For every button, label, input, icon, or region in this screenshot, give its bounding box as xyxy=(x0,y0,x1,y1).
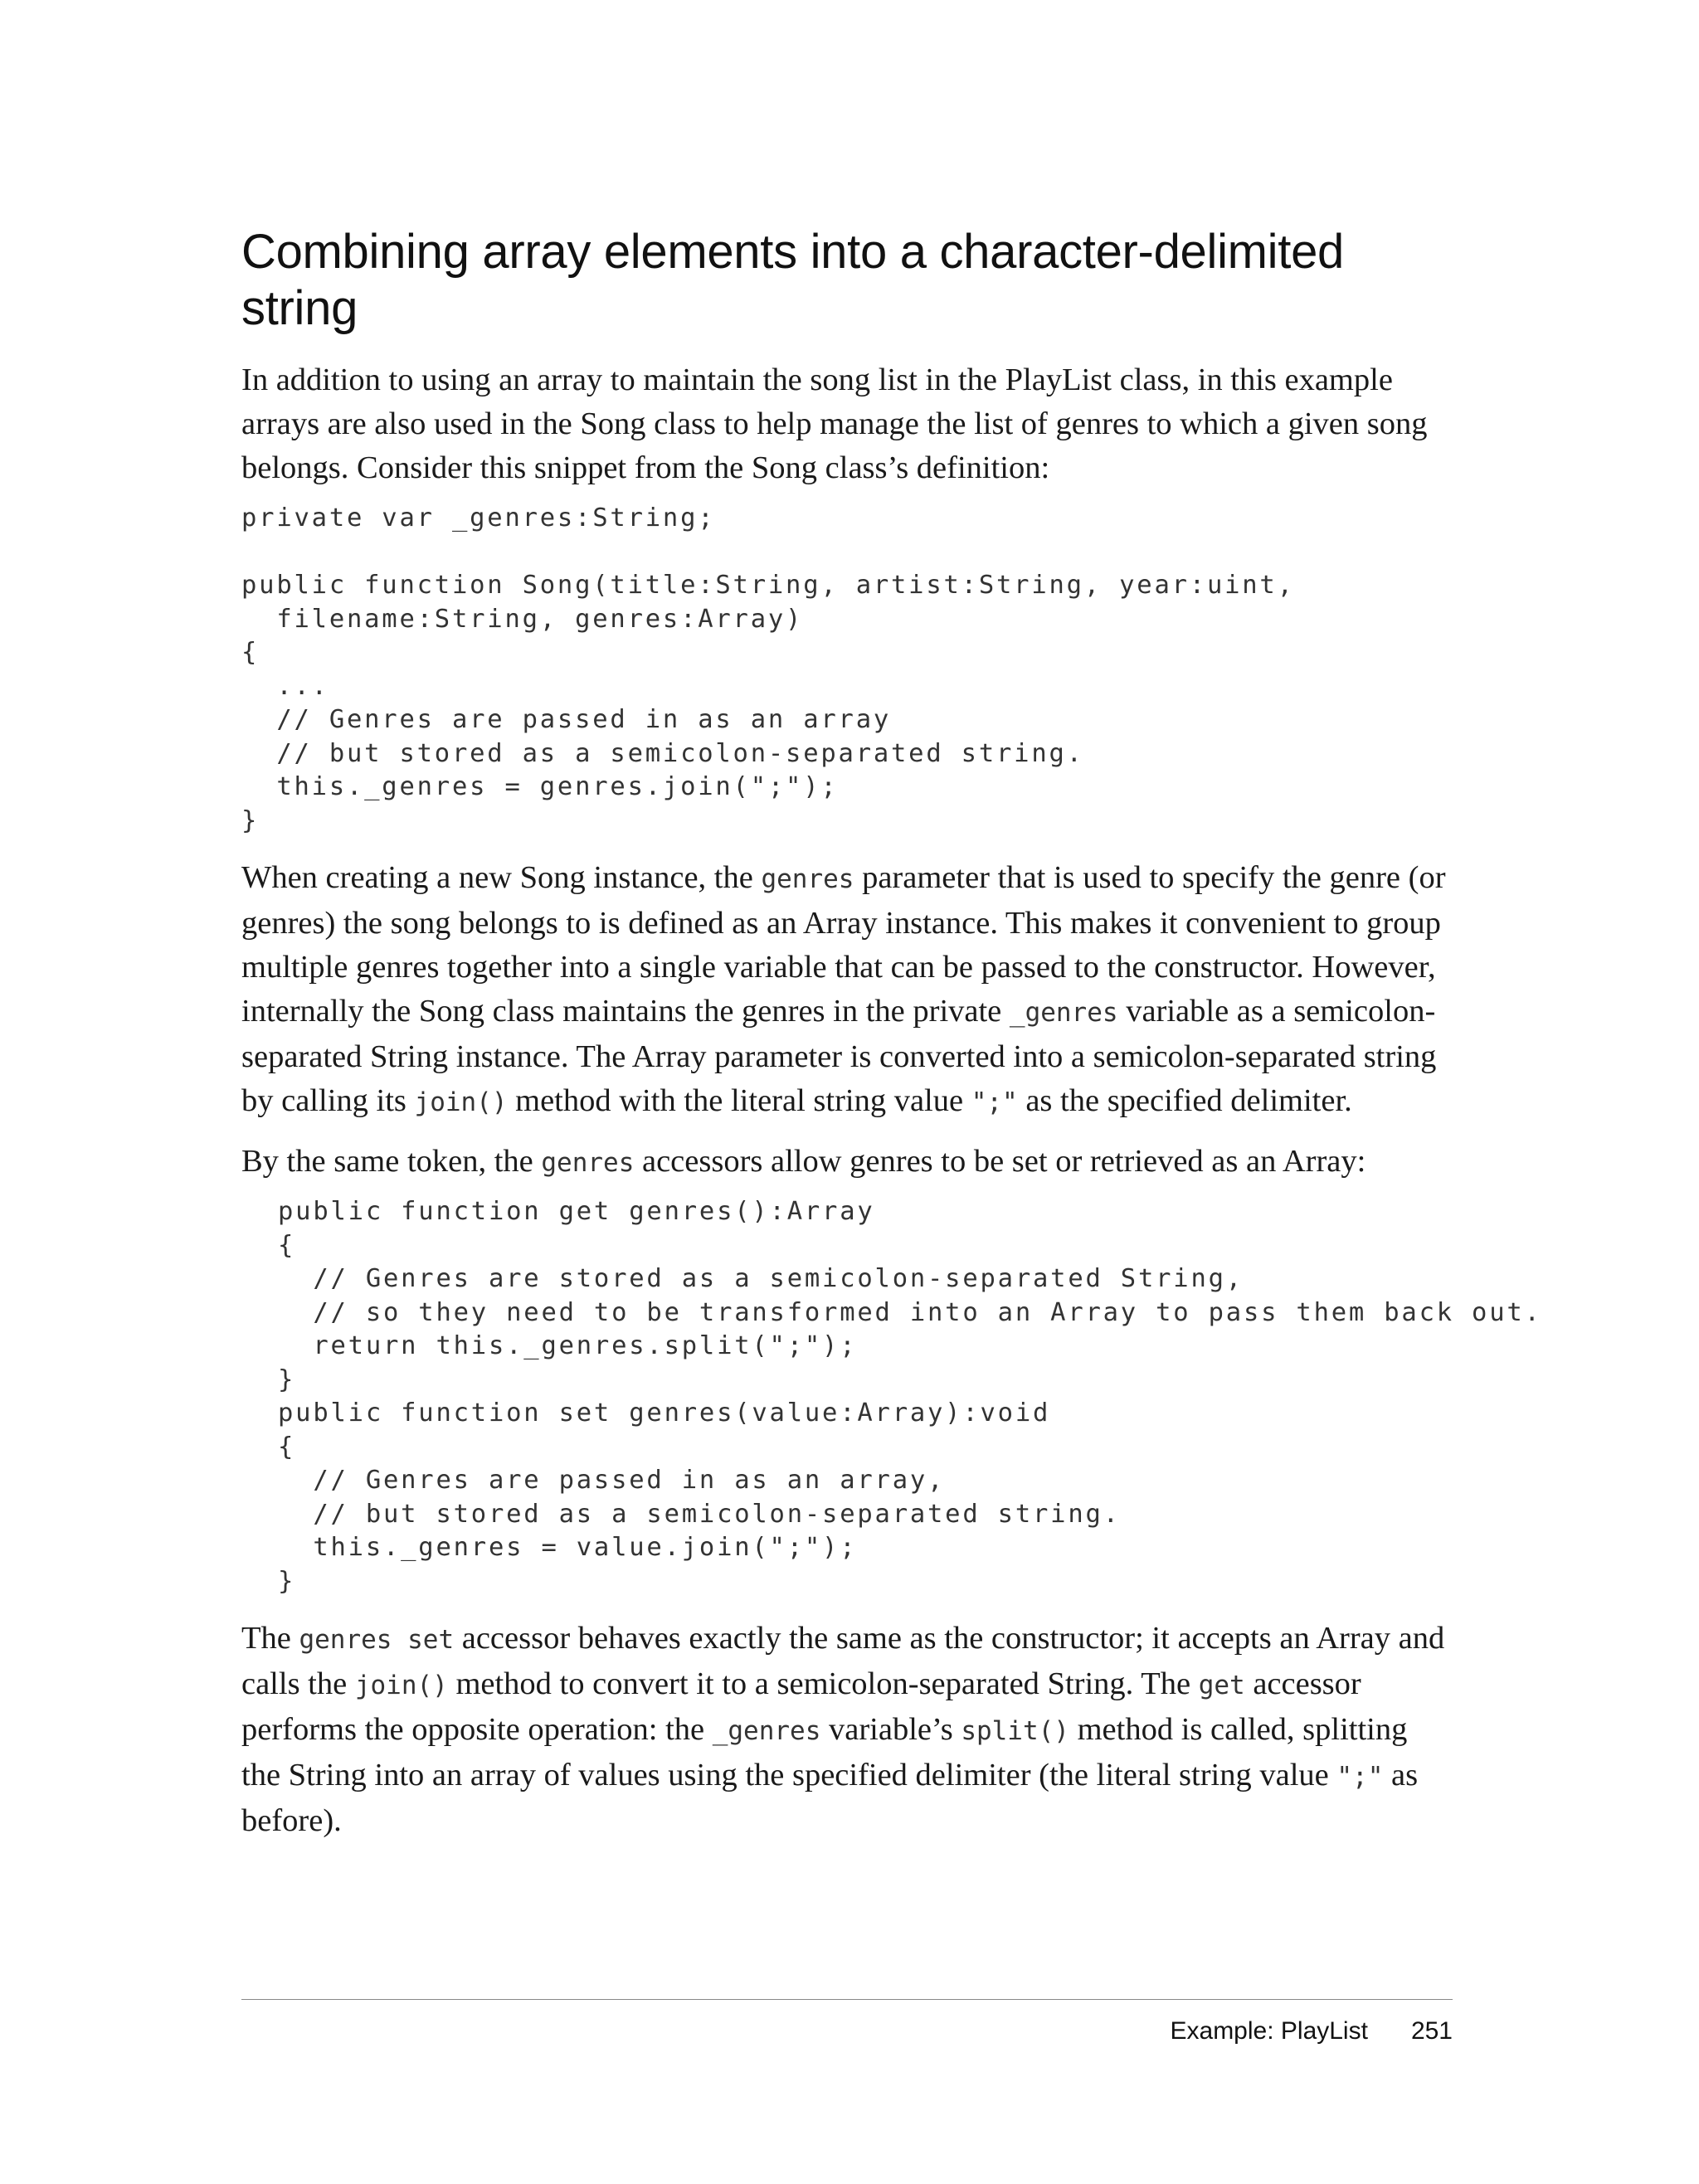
inline-code: join() xyxy=(354,1671,448,1700)
inline-code: ";" xyxy=(1336,1762,1384,1792)
page-number: 251 xyxy=(1410,2017,1453,2045)
song-constructor-code: private var _genres:String; public function Song(title:String, artist:String, year:uint, filename:String, genres:Array) { ... // Genres are passed in as an array // but stored as a semicolon-separated string. this._genres = genres.join(";"); } xyxy=(241,503,1295,835)
inline-code: join() xyxy=(414,1087,508,1117)
section-heading: Combining array elements into a character-delimited string xyxy=(241,225,1344,335)
accessors-paragraph: By the same token, the genres accessors allow genres to be set or retrieved as an Array: xyxy=(241,1144,1366,1179)
accessor-explanation-paragraph: The genres set accessor behaves exactly the same as the constructor; it accepts an Array and calls the join() method to convert it to a semicolon-separated String. The get accessor performs the opposite operation: the _genres variable’s split() method is called, splitting the String into an array of values using the specified delimiter (the literal string value ";" as before). xyxy=(241,1621,1445,1838)
inline-code: split() xyxy=(961,1716,1069,1746)
inline-code: genres xyxy=(541,1148,635,1178)
intro-paragraph: In addition to using an array to maintain the song list in the PlayList class, in this example arrays are also used in the Song class to help manage the list of genres to which a given song belongs. Consider this snippet from the Song class’s definition: xyxy=(241,362,1428,485)
inline-code: _genres xyxy=(712,1716,821,1746)
page-content xyxy=(241,224,1542,1858)
genres-accessors-code: public function get genres():Array { // Genres are stored as a semicolon-separated String, // so they need to be transformed into an Array to pass them back out. return this._genres.split(";"); } public function set genres(value:Array):void { // Genres are passed in as an array, // but stored as a semicolon-separated string. this._genres = value.join(";"); } xyxy=(278,1197,1542,1596)
inline-code: genres set xyxy=(299,1625,455,1655)
inline-code: get xyxy=(1198,1671,1245,1700)
footer-section-title: Example: PlayList xyxy=(1170,2017,1368,2045)
inline-code: genres xyxy=(761,864,854,894)
genres-parameter-paragraph: When creating a new Song instance, the genres parameter that is used to specify the genre (or genres) the song belongs to is defined as an Array instance. This makes it convenient to group multiple genres together into a single variable that can be passed to the constructor. However, internally the Song class maintains the genres in the private _genres variable as a semicolon-separated String instance. The Array parameter is converted into a semicolon-separated string by calling its join() method with the literal string value ";" as the specified delimiter. xyxy=(241,860,1446,1118)
inline-code: ";" xyxy=(971,1087,1018,1117)
page-footer xyxy=(1171,2017,1453,2045)
inline-code: _genres xyxy=(1009,998,1118,1028)
footer-divider xyxy=(241,1999,1453,2000)
